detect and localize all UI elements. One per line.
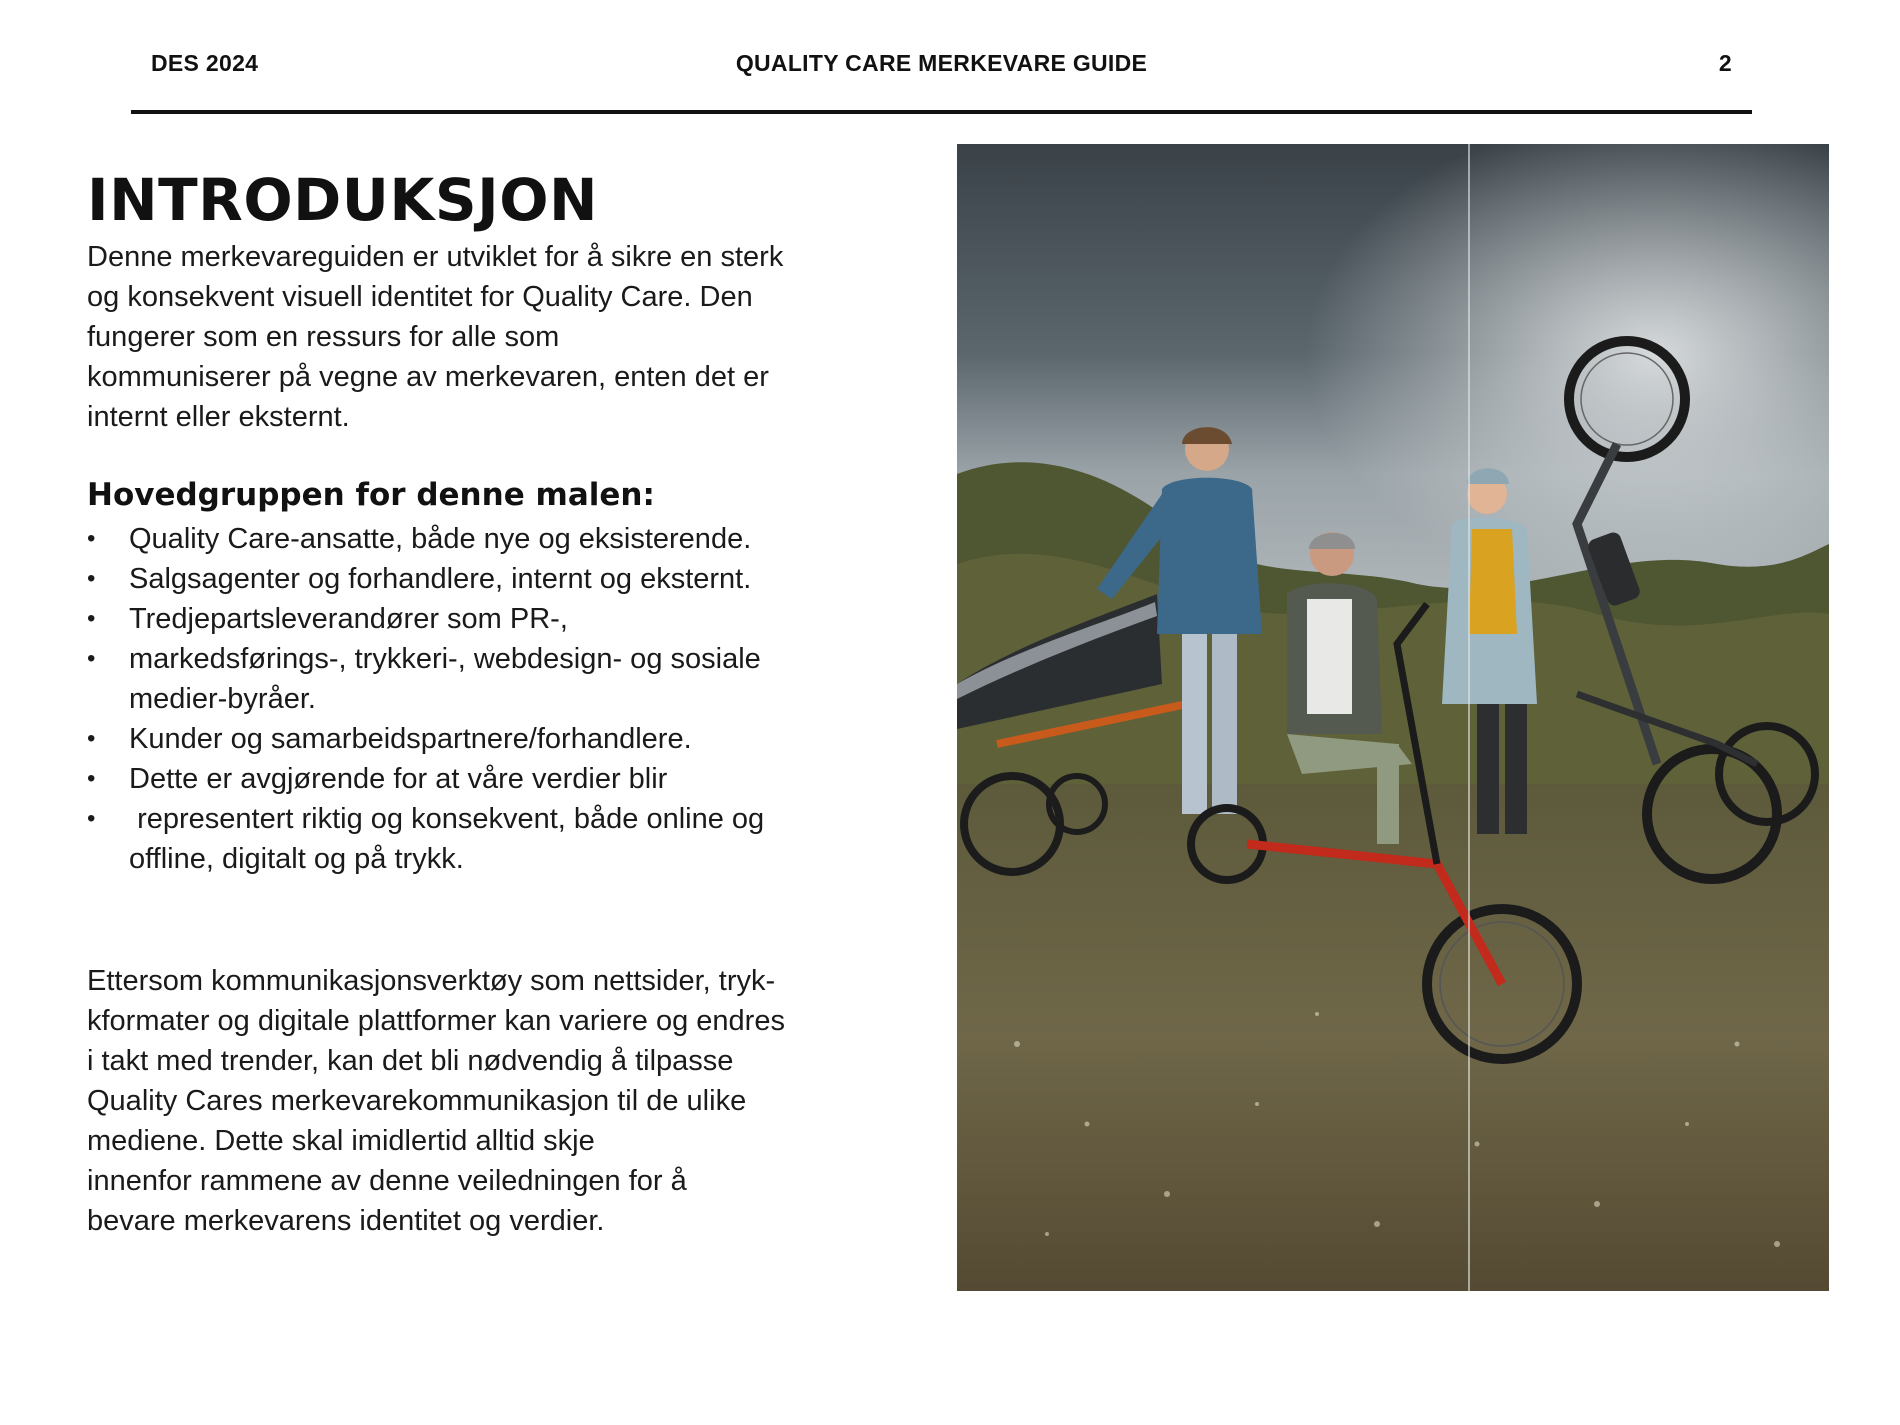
audience-heading: Hovedgruppen for denne malen: [87, 477, 655, 513]
list-item: • Dette er avgjørende for at våre verdier blir [87, 759, 847, 799]
bullet-icon: • [87, 645, 96, 672]
audience-list [87, 519, 847, 879]
list-item: • Kunder og samarbeidspartnere/forhandlere. [87, 719, 847, 759]
bullet-icon: • [87, 565, 96, 592]
intro-paragraph: Denne merkevareguiden er utviklet for å sikre en sterk og konsekvent visuell identitet for Quality Care. Den fungerer som en ressurs for alle som kommuniserer på vegne av merkevaren, enten det er internt eller eksternt. [87, 241, 784, 433]
list-item: • markedsførings-, trykkeri-, webdesign- og sosiale medier-byråer. [87, 639, 847, 719]
main-content [87, 165, 847, 1241]
page-number: 2 [1718, 50, 1732, 76]
list-item: • Quality Care-ansatte, både nye og eksisterende. [87, 519, 847, 559]
page-header [131, 40, 1752, 114]
bullet-icon: • [87, 525, 96, 552]
list-item: • Salgsagenter og forhandlere, internt og eksternt. [87, 559, 847, 599]
header-title: QUALITY CARE MERKEVARE GUIDE [735, 50, 1148, 76]
header-date: DES 2024 [151, 50, 259, 76]
list-item: • Tredjepartsleverandører som PR-, [87, 599, 847, 639]
bullet-icon: • [87, 805, 96, 832]
bullet-icon: • [87, 765, 96, 792]
photo-illustration [957, 144, 1829, 1291]
hero-photo [957, 144, 1829, 1291]
bullet-icon: • [87, 605, 96, 632]
bullet-icon: • [87, 725, 96, 752]
list-item: • representert riktig og konsekvent, både online og offline, digitalt og på trykk. [87, 799, 847, 879]
page-title: INTRODUKSJON [87, 166, 599, 234]
closing-paragraph: Ettersom kommunikasjonsverktøy som nettsider, tryk- kformater og digitale plattformer kan variere og endres i takt med trender, kan det bli nødvendig å tilpasse Quality Cares merkevarekommunikasjon til de ulike mediene. Dette skal imidlertid alltid skje innenfor rammene av denne veiledningen for å bevare merkevarens identitet og verdier. [87, 965, 785, 1237]
